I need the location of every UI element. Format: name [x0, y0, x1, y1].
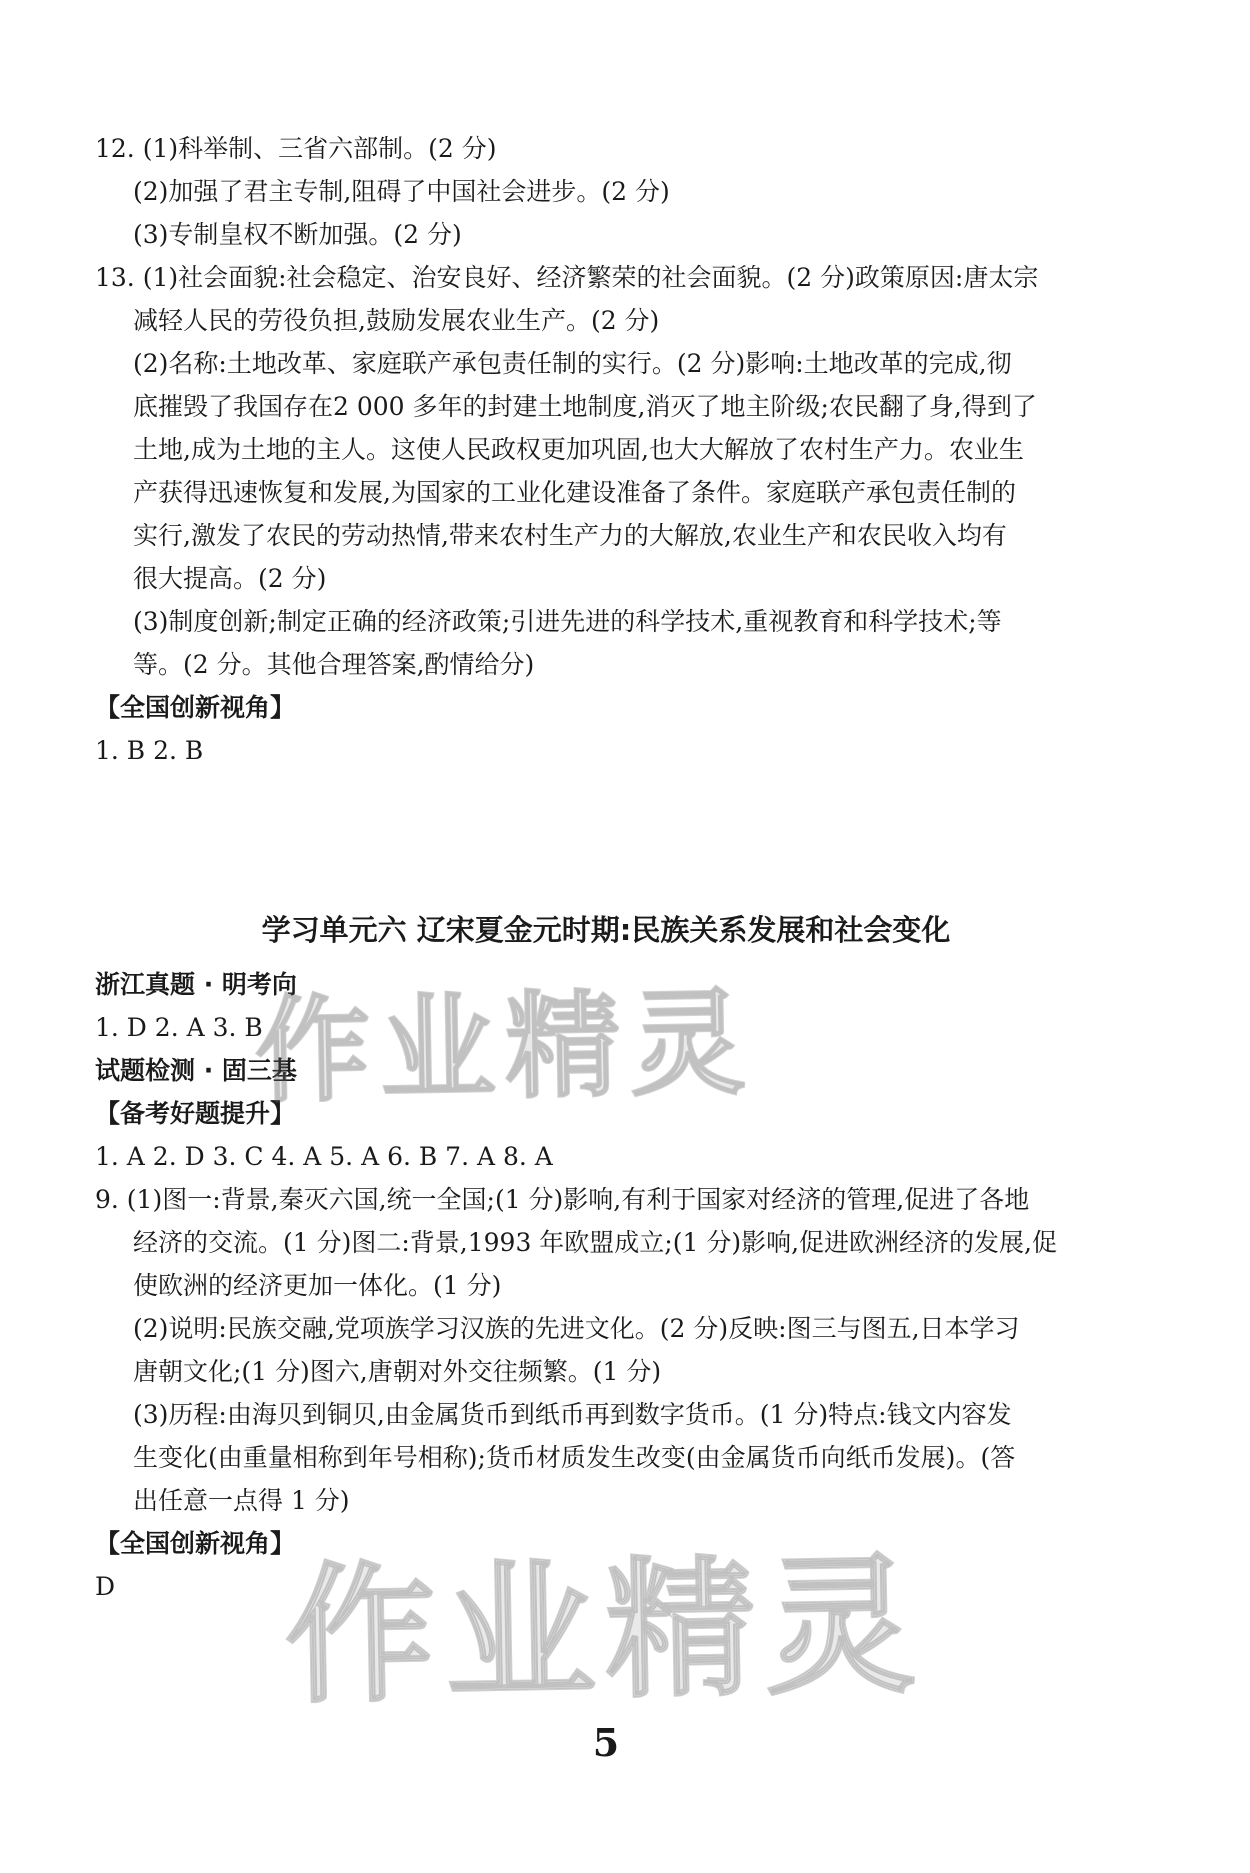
answer-13-2-cont: 土地,成为土地的主人。这使人民政权更加巩固,也大大解放了农村生产力。农业生 — [133, 435, 1024, 464]
answer-13-1-cont: 减轻人民的劳役负担,鼓励发展农业生产。(2 分) — [133, 306, 660, 335]
answer-9-3-cont: 出任意一点得 1 分) — [133, 1486, 350, 1515]
section-label: 浙江真题 · 明考向 — [95, 970, 297, 999]
watermark: 作业精灵 — [254, 976, 757, 1120]
mc-answers: 1. D 2. A 3. B — [95, 1013, 263, 1042]
answer-13-2: (2)名称:土地改革、家庭联产承包责任制的实行。(2 分)影响:土地改革的完成,彻 — [133, 349, 1012, 378]
answer-13-2-cont: 很大提高。(2 分) — [133, 564, 327, 593]
answer-9-1-cont: 经济的交流。(1 分)图二:背景,1993 年欧盟成立;(1 分)影响,促进欧洲经济的发展,促 — [133, 1228, 1057, 1257]
page-number: 5 — [592, 1720, 620, 1765]
answer-9-1-cont: 使欧洲的经济更加一体化。(1 分) — [133, 1271, 502, 1300]
answer-12-3: (3)专制皇权不断加强。(2 分) — [133, 220, 462, 249]
answer-9-2: (2)说明:民族交融,党项族学习汉族的先进文化。(2 分)反映:图三与图五,日本学习 — [133, 1314, 1020, 1343]
answer-13-2-cont: 产获得迅速恢复和发展,为国家的工业化建设准备了条件。家庭联产承包责任制的 — [133, 478, 1016, 507]
answer-12-2: (2)加强了君主专制,阻碍了中国社会进步。(2 分) — [133, 177, 670, 206]
answer-13-2-cont: 底摧毁了我国存在2 000 多年的封建土地制度,消灭了地主阶级;农民翻了身,得到了 — [133, 392, 1037, 421]
answer-13-3: (3)制度创新;制定正确的经济政策;引进先进的科学技术,重视教育和科学技术;等 — [133, 607, 1002, 636]
answer-9-3-cont: 生变化(由重量相称到年号相称);货币材质发生改变(由金属货币向纸币发展)。(答 — [133, 1443, 1016, 1472]
section-label: 【备考好题提升】 — [95, 1099, 296, 1128]
watermark: 作业精灵 — [283, 1539, 927, 1725]
section-label: 试题检测 · 固三基 — [95, 1056, 297, 1085]
section-label: 【全国创新视角】 — [95, 1529, 296, 1558]
answer-13-2-cont: 实行,激发了农民的劳动热情,带来农村生产力的大解放,农业生产和农民收入均有 — [133, 521, 1007, 550]
section-label: 【全国创新视角】 — [95, 693, 296, 722]
answer-9-1: 9. (1)图一:背景,秦灭六国,统一全国;(1 分)影响,有利于国家对经济的管理,促进了各地 — [95, 1185, 1030, 1214]
mc-answers: 1. A 2. D 3. C 4. A 5. A 6. B 7. A 8. A — [95, 1142, 553, 1171]
answer-13-3-cont: 等。(2 分。其他合理答案,酌情给分) — [133, 650, 535, 679]
answer-9-2-cont: 唐朝文化;(1 分)图六,唐朝对外交往频繁。(1 分) — [133, 1357, 662, 1386]
answer-12-1: 12. (1)科举制、三省六部制。(2 分) — [95, 134, 497, 163]
answer-9-3: (3)历程:由海贝到铜贝,由金属货币到纸币再到数字货币。(1 分)特点:钱文内容发 — [133, 1400, 1012, 1429]
unit-heading: 学习单元六 辽宋夏金元时期:民族关系发展和社会变化 — [261, 913, 951, 947]
mc-answers: D — [95, 1572, 116, 1601]
answer-13-1: 13. (1)社会面貌:社会稳定、治安良好、经济繁荣的社会面貌。(2 分)政策原因:唐太宗 — [95, 263, 1039, 292]
mc-answers: 1. B 2. B — [95, 736, 204, 765]
